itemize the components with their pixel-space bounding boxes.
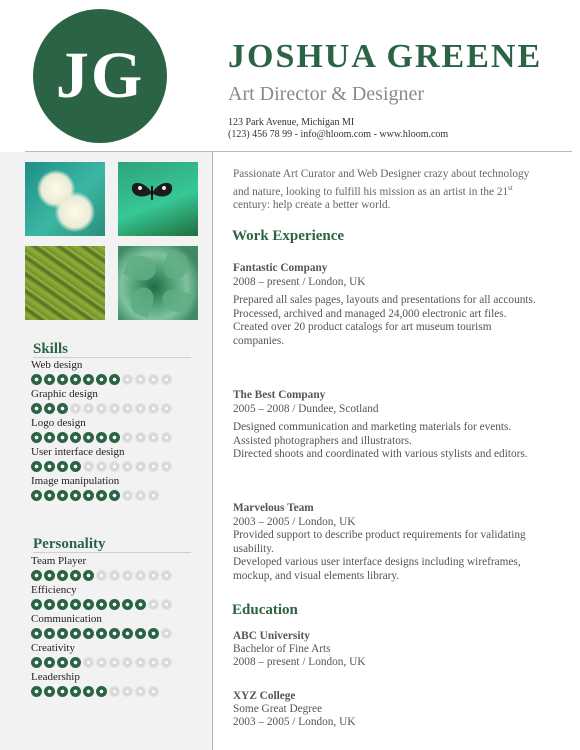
rating-dot-filled-icon xyxy=(57,432,68,443)
rating-dot-filled-icon xyxy=(122,628,133,639)
rating-dot-empty-icon xyxy=(135,570,146,581)
education-school: XYZ College xyxy=(233,690,296,702)
rating-dot-empty-icon xyxy=(161,374,172,385)
rating-dot-filled-icon xyxy=(31,599,42,610)
rating-dot-empty-icon xyxy=(135,686,146,697)
rating-dot-filled-icon xyxy=(96,490,107,501)
job-bullet: Prepared all sales pages, layouts and presentations for all accounts. xyxy=(233,294,536,306)
job-bullet: Assisted photographers and illustrators. xyxy=(233,434,412,447)
rating-dot-filled-icon xyxy=(70,628,81,639)
rating-dots xyxy=(31,570,172,581)
personality-divider xyxy=(33,552,191,553)
rating-dot-filled-icon xyxy=(44,374,55,385)
rating-dot-filled-icon xyxy=(31,374,42,385)
rating-label: Leadership xyxy=(31,671,80,683)
job-description xyxy=(233,529,543,583)
profile-summary xyxy=(233,168,543,213)
rating-dot-filled-icon xyxy=(70,461,81,472)
rating-dot-empty-icon xyxy=(148,686,159,697)
rating-dot-filled-icon xyxy=(57,657,68,668)
rating-label: Communication xyxy=(31,613,102,625)
rating-label: Image manipulation xyxy=(31,475,120,487)
rating-dot-filled-icon xyxy=(31,403,42,414)
rating-dot-empty-icon xyxy=(135,490,146,501)
education-degree: Some Great Degree xyxy=(233,703,323,715)
job-company: Marvelous Team xyxy=(233,502,314,514)
rating-dot-empty-icon xyxy=(148,461,159,472)
job-bullet: Directed shoots and coordinated with various stylists and editors. xyxy=(233,448,528,461)
job-bullet: Processed, archived and managed 24,000 electronic art files. xyxy=(233,307,507,320)
rating-label: User interface design xyxy=(31,446,125,458)
rating-label: Efficiency xyxy=(31,584,77,596)
rating-dot-filled-icon xyxy=(83,490,94,501)
rating-dot-filled-icon xyxy=(44,490,55,501)
rating-dot-empty-icon xyxy=(122,490,133,501)
rating-label: Logo design xyxy=(31,417,86,429)
education-heading: Education xyxy=(232,602,298,618)
rating-dot-filled-icon xyxy=(44,657,55,668)
rating-dot-empty-icon xyxy=(109,461,120,472)
rating-dot-empty-icon xyxy=(96,657,107,668)
rating-dot-filled-icon xyxy=(70,374,81,385)
rating-dot-empty-icon xyxy=(148,432,159,443)
rating-dot-empty-icon xyxy=(135,657,146,668)
summary-text: Passionate Art Curator and Web Designer crazy about technology and nature, looking to fulfill his mission as an artist in the 21 xyxy=(233,168,530,198)
rating-dot-filled-icon xyxy=(83,374,94,385)
rating-dot-filled-icon xyxy=(57,599,68,610)
job-bullet: Developed various user interface designs including wireframes, mockup, and visual elements library. xyxy=(233,556,521,582)
rating-dot-filled-icon xyxy=(31,657,42,668)
rating-dot-empty-icon xyxy=(96,461,107,472)
rating-dot-empty-icon xyxy=(148,403,159,414)
rating-label: Graphic design xyxy=(31,388,98,400)
job-bullet: Created over 20 product catalogs for art museum tourism companies. xyxy=(233,321,492,347)
rating-dot-empty-icon xyxy=(96,570,107,581)
rating-dot-filled-icon xyxy=(83,599,94,610)
job-description xyxy=(233,421,543,462)
rating-dot-filled-icon xyxy=(122,599,133,610)
rating-dot-filled-icon xyxy=(96,599,107,610)
rating-dot-filled-icon xyxy=(109,490,120,501)
rating-dot-filled-icon xyxy=(57,686,68,697)
rating-dot-filled-icon xyxy=(109,628,120,639)
rating-dot-empty-icon xyxy=(96,403,107,414)
rating-dot-filled-icon xyxy=(70,657,81,668)
rating-dot-filled-icon xyxy=(83,628,94,639)
rating-dot-empty-icon xyxy=(83,403,94,414)
rating-dot-empty-icon xyxy=(161,432,172,443)
personality-heading: Personality xyxy=(33,536,106,552)
rating-dot-filled-icon xyxy=(96,432,107,443)
rating-dot-filled-icon xyxy=(109,432,120,443)
contact-line: (123) 456 78 99 - info@hloom.com - www.hloom.com xyxy=(228,129,449,140)
rating-dot-empty-icon xyxy=(148,657,159,668)
rating-dot-empty-icon xyxy=(148,490,159,501)
rating-dot-filled-icon xyxy=(44,686,55,697)
skills-divider xyxy=(33,357,191,358)
rating-dot-empty-icon xyxy=(135,432,146,443)
rating-dot-filled-icon xyxy=(70,686,81,697)
rating-dot-empty-icon xyxy=(122,432,133,443)
summary-text-end: century: help create a better world. xyxy=(233,199,391,212)
rating-dot-empty-icon xyxy=(161,628,172,639)
rating-dots xyxy=(31,403,172,414)
rating-dot-empty-icon xyxy=(161,403,172,414)
rating-dots xyxy=(31,490,159,501)
header-divider xyxy=(25,151,572,152)
rating-dots xyxy=(31,657,172,668)
job-company: The Best Company xyxy=(233,389,326,401)
work-experience-heading: Work Experience xyxy=(232,228,345,244)
skills-heading: Skills xyxy=(33,341,69,357)
rating-dot-filled-icon xyxy=(44,599,55,610)
rating-dot-empty-icon xyxy=(83,657,94,668)
rating-dot-filled-icon xyxy=(44,628,55,639)
education-degree: Bachelor of Fine Arts xyxy=(233,643,331,655)
rating-dot-filled-icon xyxy=(44,403,55,414)
rating-dot-empty-icon xyxy=(148,570,159,581)
summary-superscript: st xyxy=(508,183,513,192)
education-meta: 2003 – 2005 / London, UK xyxy=(233,716,356,728)
monogram-text: JG xyxy=(55,39,145,112)
rating-label: Creativity xyxy=(31,642,75,654)
job-bullet: Designed communication and marketing materials for events. xyxy=(233,421,512,433)
column-divider xyxy=(212,152,213,750)
address-line: 123 Park Avenue, Michigan MI xyxy=(228,117,355,128)
rating-dot-filled-icon xyxy=(31,490,42,501)
rating-dot-empty-icon xyxy=(109,686,120,697)
rating-dot-filled-icon xyxy=(70,570,81,581)
rating-dot-filled-icon xyxy=(83,432,94,443)
rating-dot-empty-icon xyxy=(148,374,159,385)
photo-rice-terraces xyxy=(25,246,105,320)
rating-label: Team Player xyxy=(31,555,87,567)
rating-dot-filled-icon xyxy=(109,599,120,610)
job-meta: 2003 – 2005 / London, UK xyxy=(233,516,356,528)
job-meta: 2005 – 2008 / Dundee, Scotland xyxy=(233,403,379,415)
rating-dots xyxy=(31,686,159,697)
rating-dot-empty-icon xyxy=(122,374,133,385)
rating-dot-empty-icon xyxy=(161,570,172,581)
rating-dot-filled-icon xyxy=(96,628,107,639)
rating-dot-empty-icon xyxy=(122,686,133,697)
rating-dot-filled-icon xyxy=(57,570,68,581)
education-meta: 2008 – present / London, UK xyxy=(233,656,366,668)
rating-dot-filled-icon xyxy=(57,403,68,414)
rating-dot-filled-icon xyxy=(57,374,68,385)
rating-dot-empty-icon xyxy=(148,599,159,610)
job-bullet: Provided support to describe product requirements for validating usability. xyxy=(233,529,526,555)
rating-dot-filled-icon xyxy=(96,686,107,697)
photo-dandelions xyxy=(25,162,105,236)
rating-dot-empty-icon xyxy=(122,403,133,414)
rating-dots xyxy=(31,628,172,639)
candidate-name: JOSHUA GREENE xyxy=(228,38,543,75)
rating-dot-filled-icon xyxy=(31,570,42,581)
rating-dot-filled-icon xyxy=(135,628,146,639)
job-company: Fantastic Company xyxy=(233,262,328,274)
candidate-title: Art Director & Designer xyxy=(228,83,425,105)
rating-dot-empty-icon xyxy=(161,657,172,668)
monogram-badge xyxy=(33,9,167,143)
job-description xyxy=(233,294,543,348)
rating-dot-empty-icon xyxy=(83,461,94,472)
photo-succulent xyxy=(118,246,198,320)
job-meta: 2008 – present / London, UK xyxy=(233,276,366,288)
rating-dot-empty-icon xyxy=(122,570,133,581)
rating-dot-filled-icon xyxy=(31,432,42,443)
rating-dot-empty-icon xyxy=(70,403,81,414)
rating-dot-empty-icon xyxy=(109,403,120,414)
butterfly-icon xyxy=(126,178,178,208)
rating-dot-filled-icon xyxy=(44,461,55,472)
rating-dot-filled-icon xyxy=(135,599,146,610)
rating-dot-filled-icon xyxy=(44,570,55,581)
rating-dot-filled-icon xyxy=(83,686,94,697)
rating-dot-empty-icon xyxy=(122,461,133,472)
photo-butterfly xyxy=(118,162,198,236)
education-school: ABC University xyxy=(233,630,310,642)
rating-dot-filled-icon xyxy=(83,570,94,581)
rating-dot-filled-icon xyxy=(57,628,68,639)
rating-dot-empty-icon xyxy=(135,403,146,414)
rating-dot-empty-icon xyxy=(109,657,120,668)
rating-dot-filled-icon xyxy=(70,490,81,501)
rating-dot-filled-icon xyxy=(31,686,42,697)
rating-dot-empty-icon xyxy=(161,599,172,610)
rating-dots xyxy=(31,432,172,443)
rating-dot-filled-icon xyxy=(70,432,81,443)
rating-dots xyxy=(31,374,172,385)
rating-dot-filled-icon xyxy=(70,599,81,610)
rating-dot-filled-icon xyxy=(109,374,120,385)
rating-dot-filled-icon xyxy=(57,461,68,472)
rating-dot-filled-icon xyxy=(148,628,159,639)
rating-dot-empty-icon xyxy=(135,461,146,472)
rating-dot-filled-icon xyxy=(31,461,42,472)
rating-label: Web design xyxy=(31,359,83,371)
rating-dot-empty-icon xyxy=(135,374,146,385)
rating-dots xyxy=(31,599,172,610)
rating-dot-filled-icon xyxy=(31,628,42,639)
rating-dot-empty-icon xyxy=(109,570,120,581)
rating-dots xyxy=(31,461,172,472)
rating-dot-empty-icon xyxy=(161,461,172,472)
rating-dot-filled-icon xyxy=(96,374,107,385)
rating-dot-empty-icon xyxy=(122,657,133,668)
rating-dot-filled-icon xyxy=(57,490,68,501)
rating-dot-filled-icon xyxy=(44,432,55,443)
